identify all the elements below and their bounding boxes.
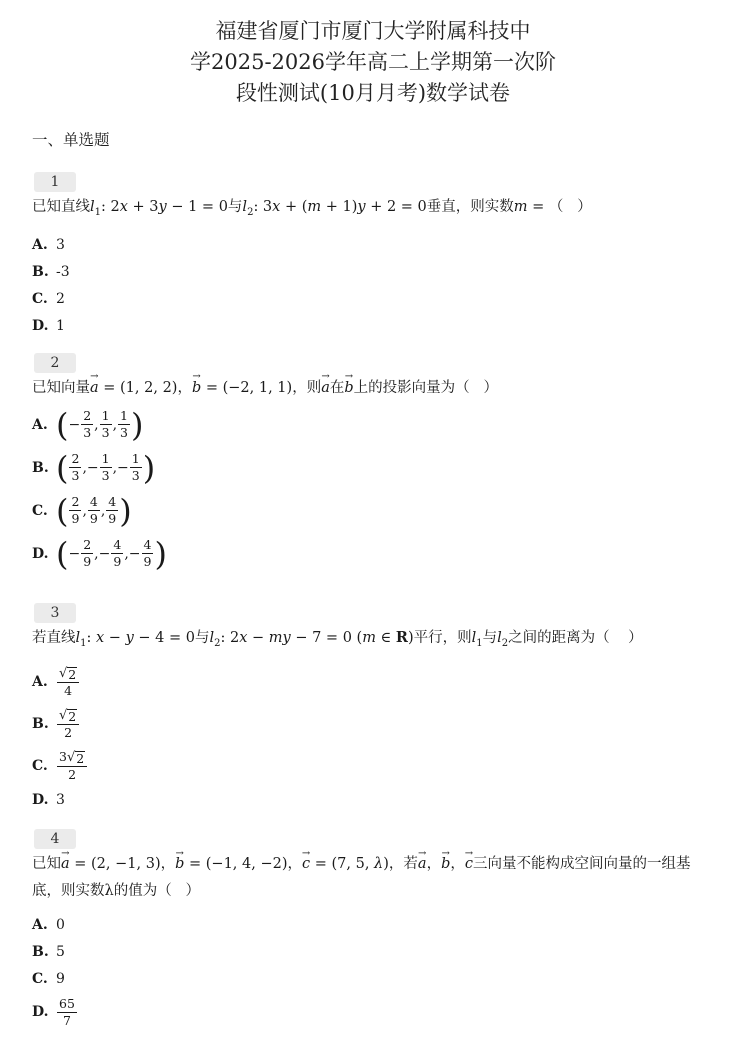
denominator: 3 bbox=[71, 468, 80, 483]
option-text: 2 bbox=[56, 291, 65, 308]
denominator: 9 bbox=[143, 554, 152, 569]
numerator: 1 bbox=[120, 408, 128, 423]
document-title bbox=[0, 16, 746, 109]
denominator: 9 bbox=[89, 511, 98, 526]
numerator: 4 bbox=[108, 494, 117, 509]
option-d[interactable] bbox=[32, 787, 712, 814]
fraction bbox=[57, 997, 77, 1028]
denominator: 9 bbox=[108, 511, 117, 526]
coordinate-tuple bbox=[56, 491, 132, 530]
sign: − bbox=[68, 545, 81, 562]
fraction bbox=[81, 538, 93, 569]
option-label: D. bbox=[32, 545, 49, 562]
title-line-3: 段性测试(10月月考)数学试卷 bbox=[235, 81, 511, 105]
left-paren: ( bbox=[56, 491, 69, 530]
option-a[interactable] bbox=[32, 911, 712, 938]
comma: , bbox=[82, 502, 87, 519]
fraction bbox=[142, 538, 154, 569]
fraction bbox=[100, 452, 112, 483]
radicand: 2 bbox=[76, 750, 85, 766]
option-c[interactable] bbox=[32, 965, 712, 992]
fraction bbox=[118, 409, 130, 440]
option-text: 1 bbox=[56, 318, 65, 335]
comma: , bbox=[112, 416, 118, 433]
denominator: 9 bbox=[71, 511, 80, 526]
fraction bbox=[57, 708, 79, 740]
question-2 bbox=[32, 352, 712, 575]
option-label: C. bbox=[32, 291, 48, 308]
option-label: D. bbox=[32, 318, 49, 335]
sign: − bbox=[117, 459, 129, 476]
fraction bbox=[69, 452, 81, 483]
option-text: 9 bbox=[56, 970, 65, 987]
comma: , bbox=[124, 545, 129, 562]
comma: , bbox=[94, 545, 99, 562]
numerator bbox=[57, 666, 79, 683]
coordinate-tuple bbox=[56, 405, 144, 444]
denominator: 3 bbox=[83, 425, 92, 440]
square-root bbox=[67, 751, 85, 765]
option-label: A. bbox=[32, 673, 48, 690]
question-number-badge: 2 bbox=[34, 353, 76, 373]
left-paren: ( bbox=[56, 448, 69, 487]
coordinate-tuple bbox=[56, 448, 156, 487]
fraction bbox=[130, 452, 142, 483]
option-label: A. bbox=[32, 916, 48, 933]
question-1 bbox=[32, 171, 712, 340]
option-label: C. bbox=[32, 757, 48, 774]
option-c[interactable] bbox=[32, 489, 712, 532]
option-d[interactable] bbox=[32, 532, 712, 575]
right-paren: ) bbox=[119, 491, 132, 530]
fraction bbox=[81, 409, 93, 440]
denominator: 9 bbox=[113, 554, 122, 569]
question-number-badge: 4 bbox=[34, 829, 76, 849]
option-a[interactable] bbox=[32, 661, 712, 703]
comma: , bbox=[94, 416, 99, 433]
fraction bbox=[69, 495, 81, 526]
sign: − bbox=[86, 459, 99, 476]
option-label: B. bbox=[32, 264, 49, 281]
option-d[interactable] bbox=[32, 992, 712, 1032]
option-text: -3 bbox=[56, 264, 70, 281]
radicand: 2 bbox=[68, 666, 77, 682]
radicand: 2 bbox=[68, 708, 77, 724]
fraction bbox=[57, 666, 79, 698]
numerator: 1 bbox=[101, 408, 110, 423]
option-label: D. bbox=[32, 1004, 49, 1020]
numerator: 2 bbox=[71, 494, 80, 509]
fraction bbox=[111, 538, 123, 569]
option-label: A. bbox=[32, 416, 48, 433]
option-b[interactable] bbox=[32, 259, 712, 286]
option-d[interactable] bbox=[32, 313, 712, 340]
square-root bbox=[59, 667, 77, 681]
radical-sign: √ bbox=[66, 749, 76, 765]
option-label: B. bbox=[32, 715, 49, 732]
section-heading: 一、单选题 bbox=[32, 131, 110, 149]
numerator bbox=[57, 708, 79, 725]
option-b[interactable] bbox=[32, 446, 712, 489]
question-stem: 已知直线$l_1$: 2x + 3y − 1 = 0与$l_2$: 3x + (m + 1)y + 2 = 0垂直，则实数m = （ ） bbox=[32, 199, 592, 218]
denominator: 7 bbox=[62, 1012, 71, 1028]
option-text: 0 bbox=[56, 916, 65, 933]
denominator: 3 bbox=[131, 468, 140, 483]
title-line-2: 学2025-2026学年高二上学期第一次阶 bbox=[190, 50, 556, 74]
option-b[interactable] bbox=[32, 703, 712, 745]
square-root bbox=[59, 709, 77, 723]
denominator: 3 bbox=[120, 425, 128, 440]
left-paren: ( bbox=[56, 534, 69, 573]
numerator: 4 bbox=[113, 537, 122, 552]
option-a[interactable] bbox=[32, 403, 712, 446]
sign: − bbox=[128, 545, 141, 562]
radical-sign: √ bbox=[59, 665, 68, 681]
fraction bbox=[100, 409, 112, 440]
numerator: 65 bbox=[59, 995, 75, 1011]
option-c[interactable] bbox=[32, 745, 712, 787]
right-paren: ) bbox=[154, 534, 167, 573]
title-line-1: 福建省厦门市厦门大学附属科技中 bbox=[215, 19, 531, 43]
denominator: 2 bbox=[68, 766, 77, 782]
option-b[interactable] bbox=[32, 938, 712, 965]
comma: , bbox=[82, 459, 87, 476]
question-number-badge: 1 bbox=[34, 172, 76, 192]
sign: − bbox=[98, 545, 111, 562]
question-stem: 已知向量→ a = (1, 2, 2)，→ b = (−2, 1, 1)，则→ a在→ b上的投影向量为（ ） bbox=[32, 375, 712, 401]
option-label: C. bbox=[32, 970, 48, 987]
option-a[interactable] bbox=[32, 232, 712, 259]
right-paren: ) bbox=[130, 405, 144, 444]
numerator: 4 bbox=[89, 494, 98, 509]
denominator: 9 bbox=[83, 554, 92, 569]
numerator bbox=[57, 750, 87, 767]
option-c[interactable] bbox=[32, 286, 712, 313]
fraction bbox=[88, 495, 100, 526]
left-paren: ( bbox=[56, 405, 69, 444]
numerator: 2 bbox=[83, 408, 92, 423]
coefficient: 3 bbox=[59, 748, 67, 764]
question-3 bbox=[32, 602, 712, 814]
option-text: 5 bbox=[56, 943, 65, 960]
option-text: 3 bbox=[56, 792, 65, 809]
option-label: D. bbox=[32, 792, 49, 809]
fraction bbox=[106, 495, 118, 526]
question-stem: 若直线$l_1$: x − y − 4 = 0与$l_2$: 2x − my − 7 = 0 (m ∈ R)平行，则$l_1$与$l_2$之间的距离为（ ） bbox=[32, 629, 643, 649]
numerator: 1 bbox=[101, 451, 110, 466]
numerator: 4 bbox=[143, 537, 152, 552]
denominator: 2 bbox=[64, 724, 73, 740]
option-label: A. bbox=[32, 237, 48, 254]
option-label: B. bbox=[32, 943, 49, 960]
question-stem: 已知→ a = (2, −1, 3)，→ b = (−1, 4, −2)，→ c = (7, 5, λ)，若→ a，→ b，→ c三向量不能构成空间向量的一组基底，则实数λ的值为（ ） bbox=[32, 851, 712, 905]
question-4 bbox=[32, 828, 712, 1032]
option-text: 3 bbox=[56, 237, 65, 254]
denominator: 4 bbox=[64, 682, 73, 698]
denominator: 3 bbox=[101, 425, 110, 440]
right-paren: ) bbox=[142, 448, 156, 487]
option-label: C. bbox=[32, 502, 48, 519]
fraction bbox=[57, 750, 87, 782]
denominator: 3 bbox=[101, 468, 110, 483]
numerator: 2 bbox=[83, 537, 92, 552]
question-number-badge: 3 bbox=[34, 603, 76, 623]
numerator: 2 bbox=[71, 451, 80, 466]
option-label: B. bbox=[32, 459, 49, 476]
coordinate-tuple bbox=[56, 534, 167, 573]
radical-sign: √ bbox=[59, 707, 68, 723]
numerator: 1 bbox=[131, 451, 140, 466]
sign: − bbox=[68, 416, 81, 433]
comma: , bbox=[100, 502, 106, 519]
comma: , bbox=[112, 459, 118, 476]
